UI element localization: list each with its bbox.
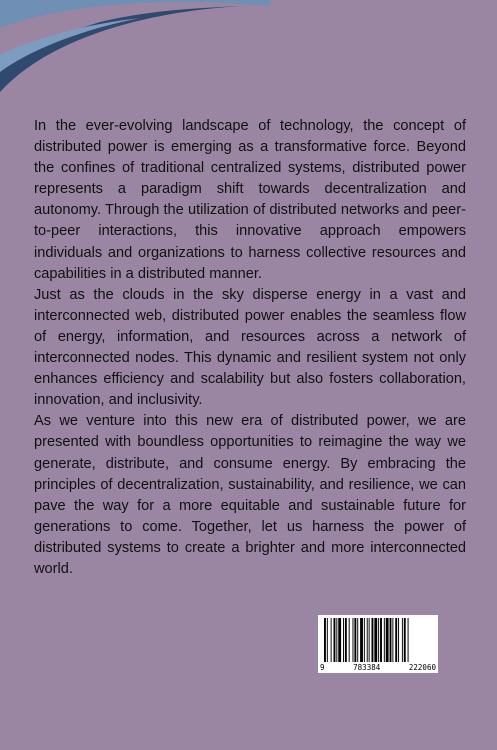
barcode-bar [357, 618, 358, 662]
barcode-bar [336, 618, 337, 662]
barcode-bar [395, 618, 397, 662]
barcode-bar [386, 618, 389, 662]
barcode-bar [392, 618, 393, 662]
barcode-bar [354, 618, 356, 662]
barcode-prefix-digit: 9 [320, 663, 325, 672]
barcode-bar [345, 618, 347, 662]
barcode-bar [331, 618, 332, 662]
barcode-bar [360, 618, 363, 662]
barcode-bar [338, 618, 341, 662]
decorative-swoosh [0, 0, 497, 110]
barcode-digits [320, 663, 436, 672]
isbn-barcode [318, 615, 438, 673]
paragraph-3: As we venture into this new era of distributed power, we are presented with boundless opportunities to reimagine the way we generate, distribute, and consume energy. By embracing the principles of decentralization, sustainability, and resilience, we can pave the way for a more equitable and sustainable future for generations to come. Together, let us harness the power of distributed systems to create a brighter and more interconnected world. [34, 413, 466, 577]
barcode-bar [324, 618, 326, 662]
paragraph-1: In the ever-evolving landscape of technology, the concept of distributed power is emerging as a transformative force. Beyond the confines of traditional centralized systems, distributed power represents a paradigm shift towards decentralization and autonomy. Through the utilization of distributed networks and peer-to-peer interactions, this innovative approach empowers individuals and organizations to harness collective resources and capabilities in a distributed manner. [34, 118, 466, 282]
barcode-bar [402, 618, 403, 662]
barcode-bar [327, 618, 328, 662]
back-cover-text [34, 116, 466, 580]
barcode-right-digits: 222060 [408, 663, 436, 672]
barcode-bar [343, 618, 344, 662]
barcode-bar [374, 618, 377, 662]
barcode-bar [384, 618, 385, 662]
barcode-bar [364, 618, 365, 662]
barcode-bar [334, 618, 336, 662]
barcode-bar [367, 618, 368, 662]
barcode-bar [372, 618, 374, 662]
barcode-bar [390, 618, 392, 662]
barcode-left-digits: 783384 [353, 663, 381, 672]
swoosh-light-band [0, 0, 270, 28]
barcode-bar [378, 618, 379, 662]
barcode-bar [380, 618, 382, 662]
barcode-bar [349, 618, 350, 662]
barcode-bar [369, 618, 370, 662]
barcode-bars [322, 618, 434, 662]
barcode-bar [353, 618, 354, 662]
barcode-bar [398, 618, 399, 662]
paragraph-2: Just as the clouds in the sky disperse energy in a vast and interconnected web, distributed power enables the seamless flow of energy, information, and resources across a network of interconnected nodes. This dynamic and resilient system not only enhances efficiency and scalability but also fosters collaboration, innovation, and inclusivity. [34, 286, 466, 409]
barcode-bar [404, 618, 406, 662]
barcode-bar [408, 618, 409, 662]
